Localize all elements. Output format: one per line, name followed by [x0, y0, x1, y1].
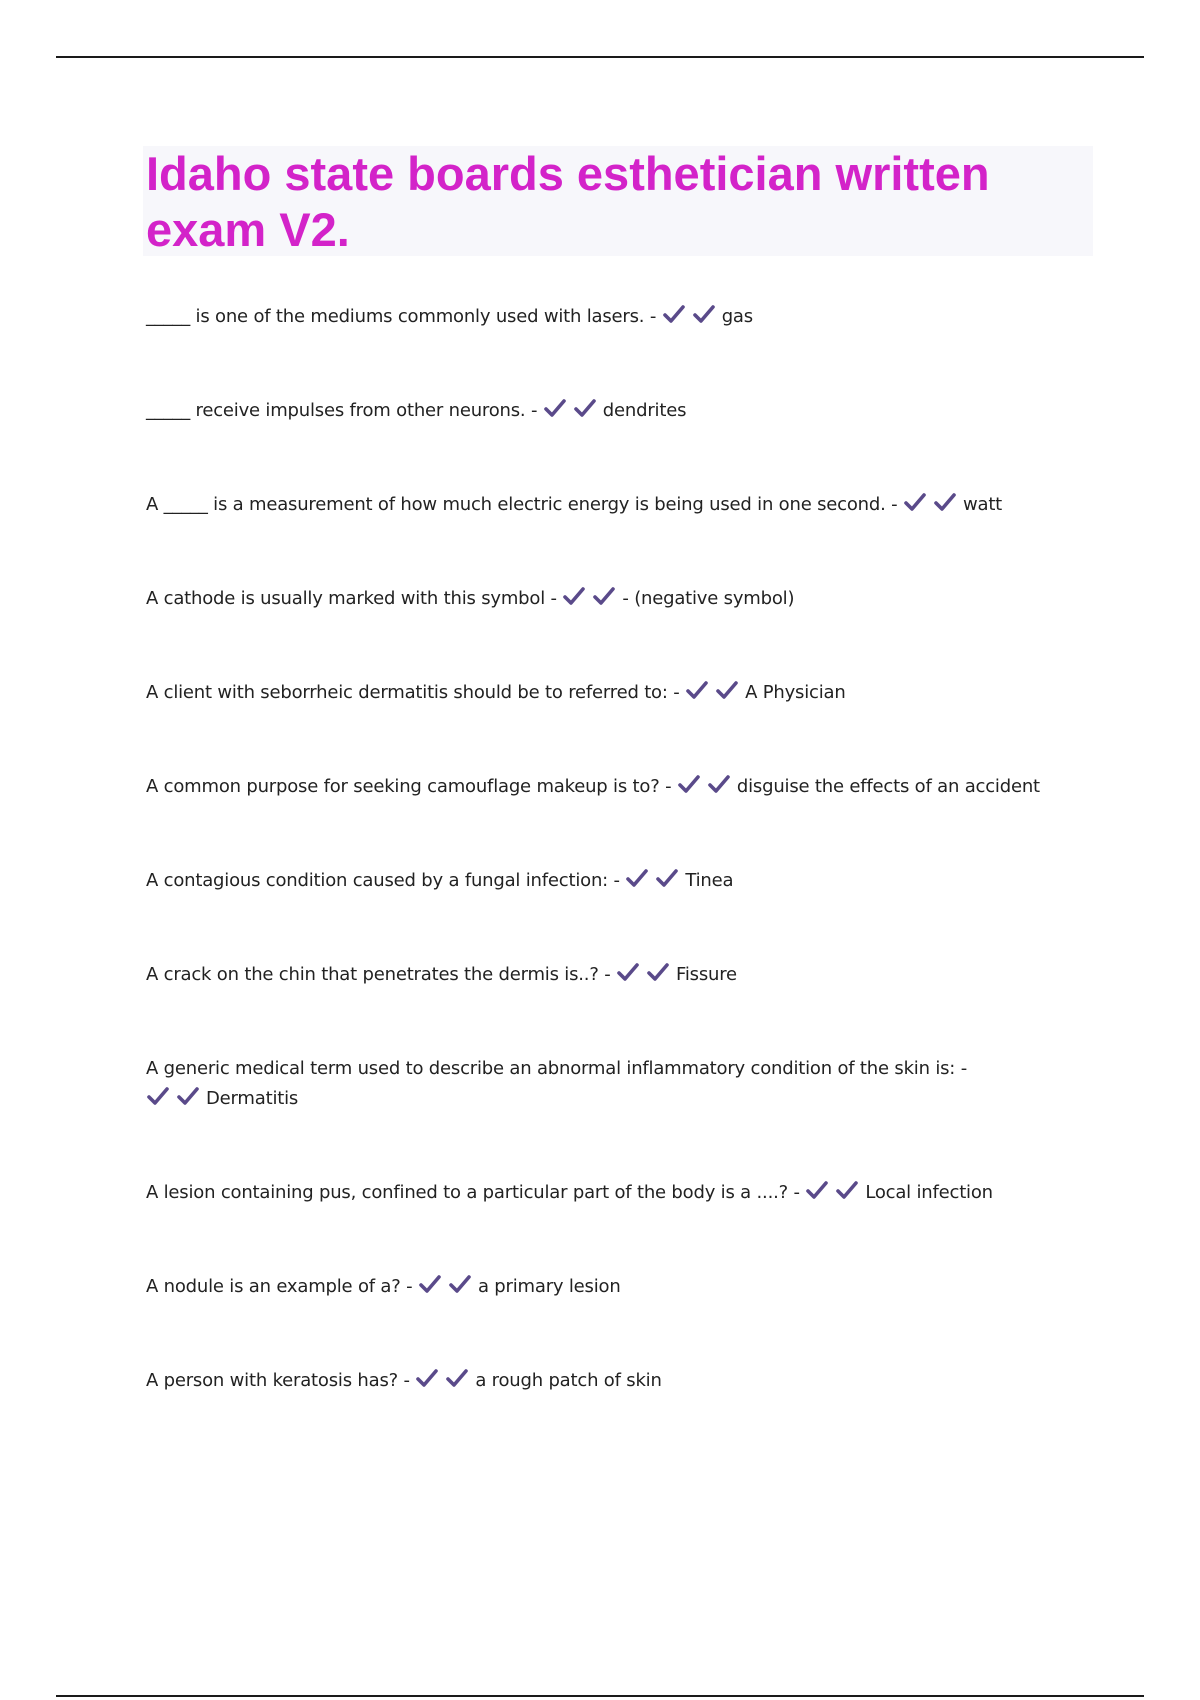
- qa-item: [146, 772, 1086, 802]
- check-icon: [616, 962, 640, 984]
- question-text: A crack on the chin that penetrates the dermis is..? -: [146, 964, 611, 985]
- answer-text: Dermatitis: [206, 1088, 299, 1109]
- question-text: A person with keratosis has? -: [146, 1370, 410, 1391]
- check-icon: [707, 774, 731, 796]
- check-icon: [445, 1368, 469, 1390]
- check-icon: [448, 1274, 472, 1296]
- answer-text: a primary lesion: [477, 1276, 621, 1297]
- header-rule: [56, 56, 1144, 58]
- answer-text: dendrites: [602, 400, 687, 421]
- question-text: _____ receive impulses from other neurons. -: [146, 400, 538, 421]
- answer-text: Local infection: [865, 1182, 993, 1203]
- answer-text: disguise the effects of an accident: [736, 776, 1040, 797]
- question-text: A nodule is an example of a? -: [146, 1276, 413, 1297]
- question-text: A common purpose for seeking camouflage makeup is to? -: [146, 776, 672, 797]
- check-icon: [933, 492, 957, 514]
- question-text: _____ is one of the mediums commonly used with lasers. -: [146, 306, 657, 327]
- check-icon: [835, 1180, 859, 1202]
- answer-text: A Physician: [745, 682, 846, 703]
- check-icon: [418, 1274, 442, 1296]
- qa-item: [146, 1178, 1086, 1208]
- check-icon: [543, 398, 567, 420]
- question-text: A client with seborrheic dermatitis should be to referred to: -: [146, 682, 680, 703]
- check-icon: [573, 398, 597, 420]
- qa-item: [146, 866, 1086, 896]
- question-text: A _____ is a measurement of how much electric energy is being used in one second. -: [146, 494, 898, 515]
- check-icon: [625, 868, 649, 890]
- answer-text: watt: [962, 494, 1003, 515]
- check-icon: [646, 962, 670, 984]
- check-icon: [685, 680, 709, 702]
- qa-item: [146, 678, 1086, 708]
- qa-item: [146, 1054, 1086, 1114]
- check-icon: [592, 586, 616, 608]
- check-icon: [903, 492, 927, 514]
- answer-text: gas: [721, 306, 753, 327]
- question-text: A contagious condition caused by a fungal infection: -: [146, 870, 620, 891]
- question-text: A cathode is usually marked with this symbol -: [146, 588, 557, 609]
- check-icon: [692, 304, 716, 326]
- qa-item: [146, 584, 1086, 614]
- qa-item: [146, 1272, 1086, 1302]
- answer-text: Fissure: [676, 964, 737, 985]
- check-icon: [677, 774, 701, 796]
- qa-item: [146, 396, 1086, 426]
- check-icon: [655, 868, 679, 890]
- qa-item: [146, 490, 1086, 520]
- answer-text: - (negative symbol): [622, 588, 795, 609]
- check-icon: [662, 304, 686, 326]
- qa-item: [146, 960, 1086, 990]
- check-icon: [146, 1086, 170, 1108]
- check-icon: [805, 1180, 829, 1202]
- check-icon: [562, 586, 586, 608]
- check-icon: [415, 1368, 439, 1390]
- check-icon: [715, 680, 739, 702]
- question-text: A generic medical term used to describe an abnormal inflammatory condition of the skin is: -: [146, 1058, 967, 1079]
- answer-text: Tinea: [685, 870, 734, 891]
- answer-text: a rough patch of skin: [475, 1370, 662, 1391]
- question-text: A lesion containing pus, confined to a particular part of the body is a ....? -: [146, 1182, 800, 1203]
- qa-item: [146, 302, 1086, 332]
- document-title: Idaho state boards esthetician written exam V2.: [146, 147, 990, 256]
- check-icon: [176, 1086, 200, 1108]
- question-list: [146, 302, 1086, 1396]
- footer-rule: [56, 1695, 1144, 1697]
- qa-item: [146, 1366, 1086, 1396]
